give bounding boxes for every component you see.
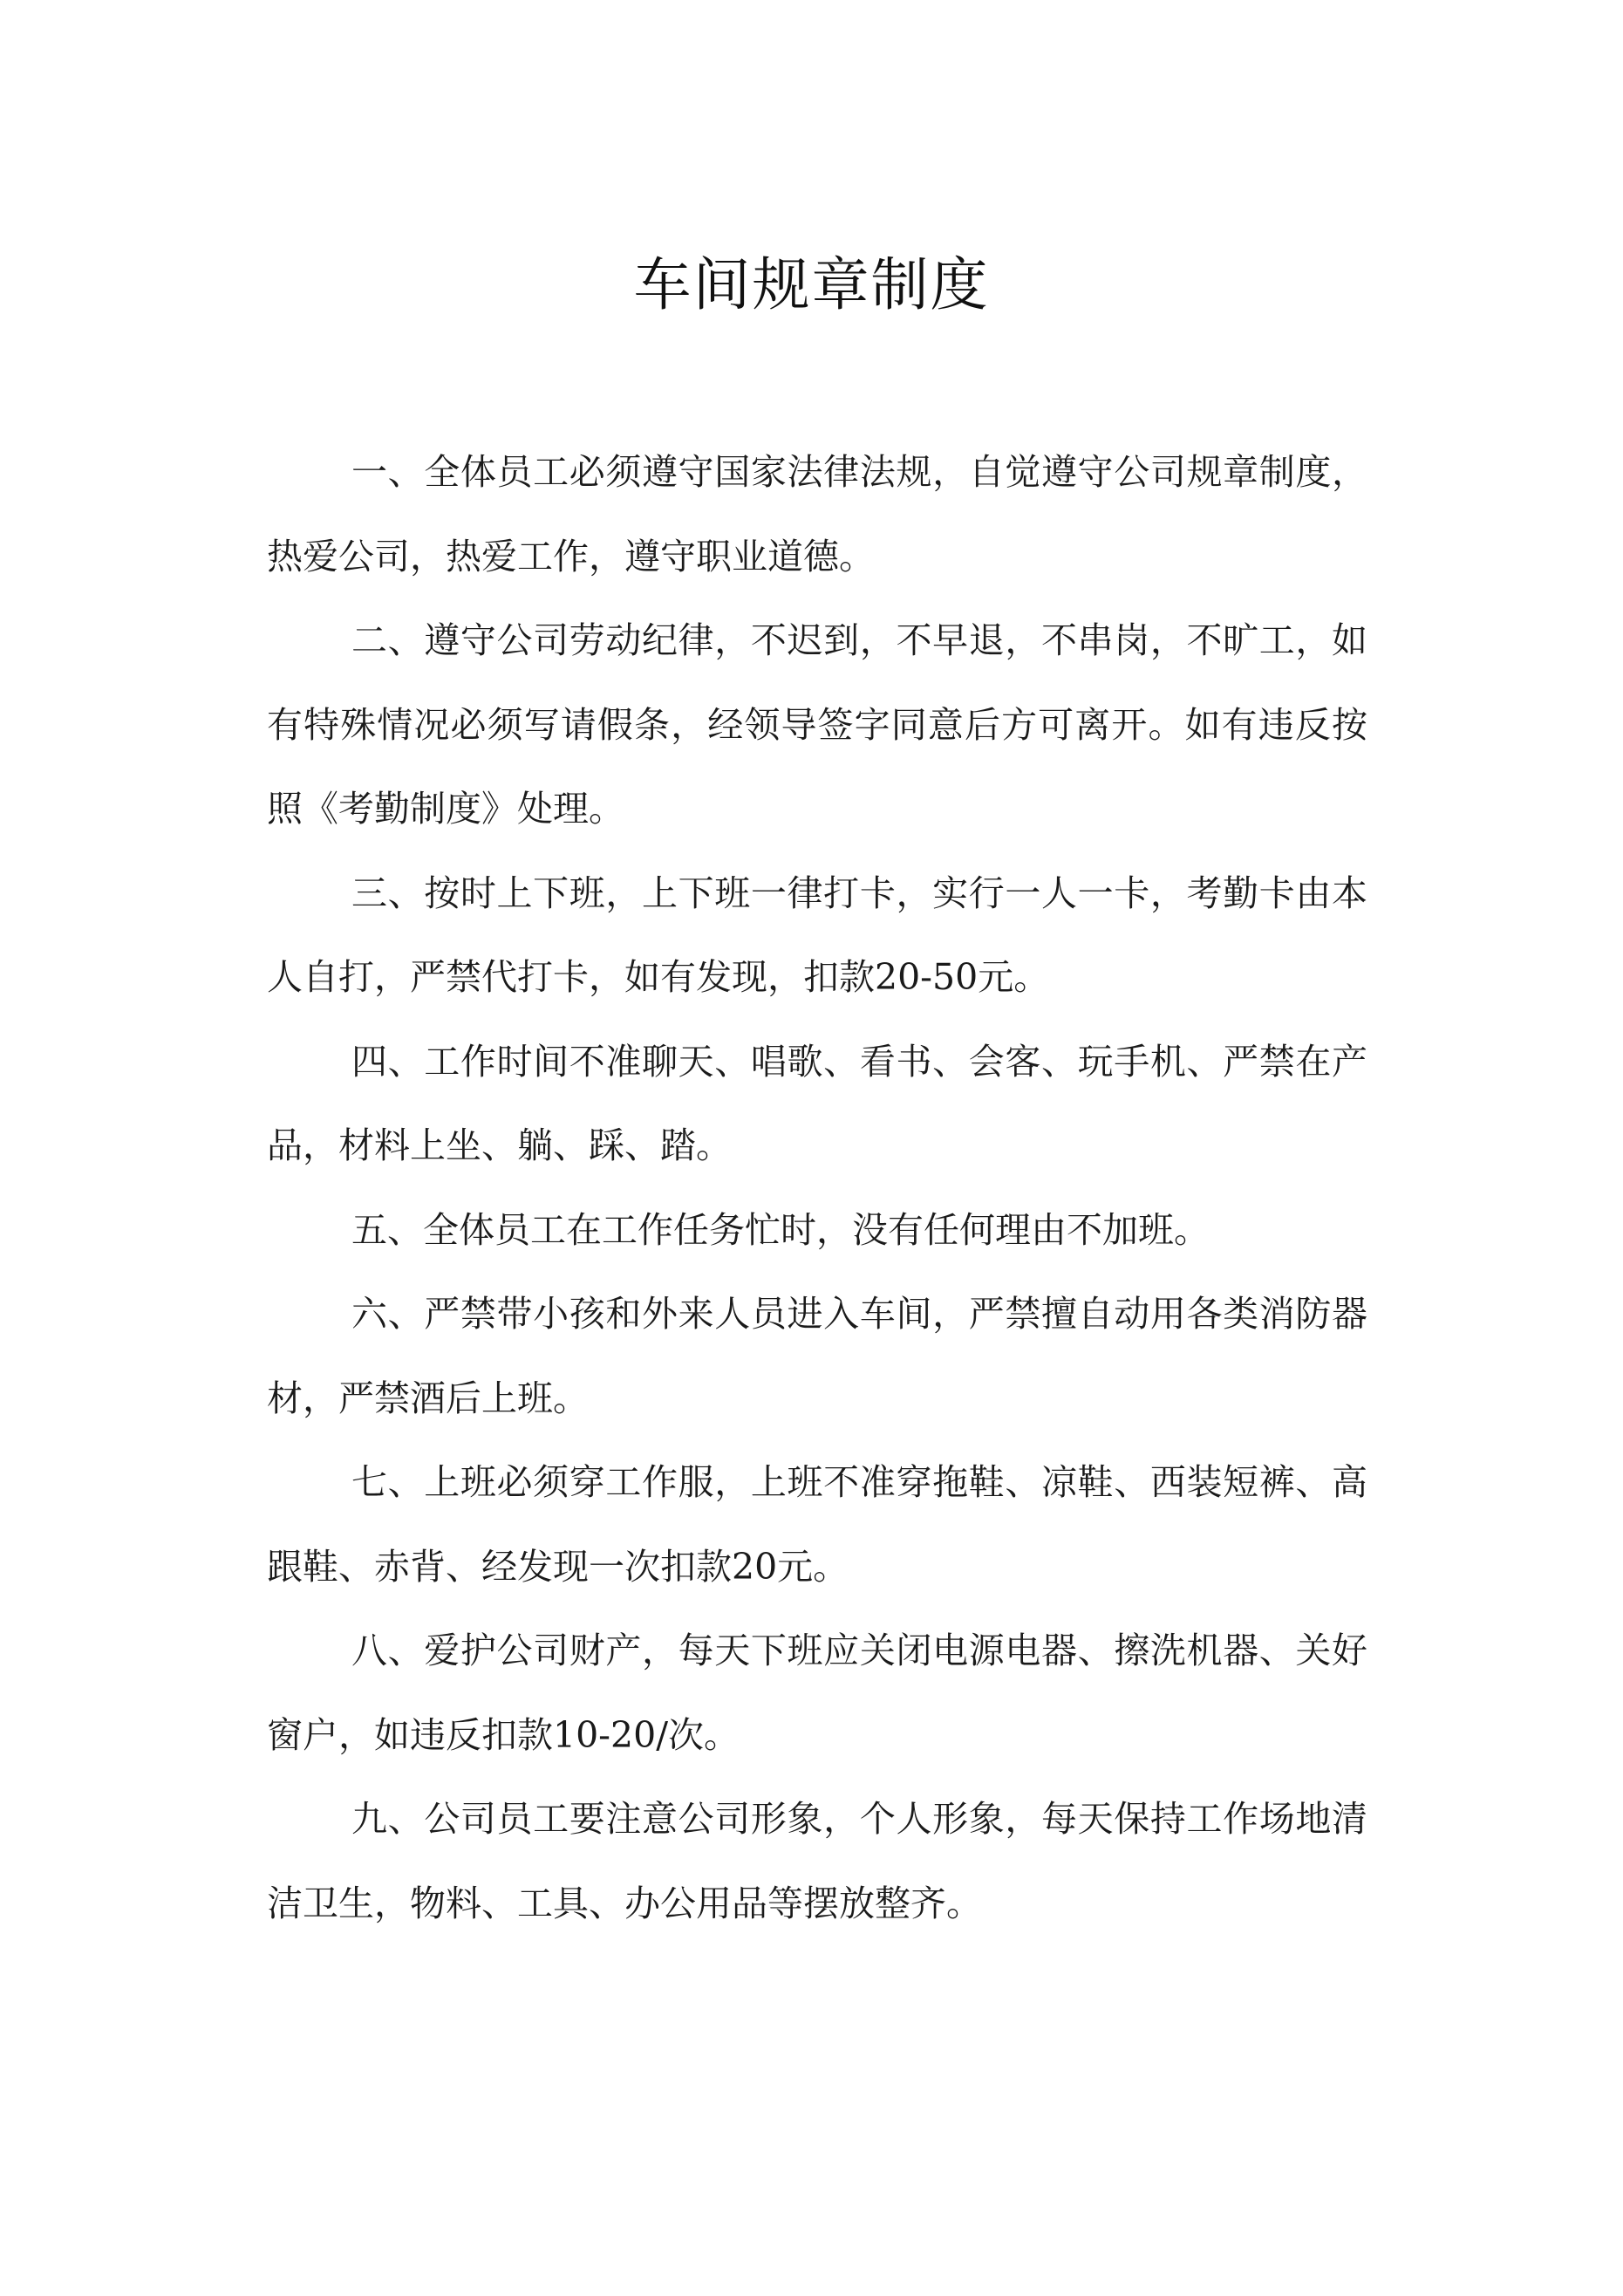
rule-paragraph-5: 五、全体员工在工作任务忙时，没有任何理由不加班。 xyxy=(351,1208,1210,1251)
rule-paragraph-9: 九、公司员工要注意公司形象，个人形象，每天保持工作场地清洁卫生，物料、工具、办公用品等摆放整齐。 xyxy=(267,1798,1367,1924)
rule-paragraph-7: 七、上班必须穿工作服，上班不准穿拖鞋、凉鞋、西装短裤、高跟鞋、赤背、经发现一次扣款20元。 xyxy=(267,1461,1367,1588)
document-title: 车间规章制度 xyxy=(633,251,990,318)
rule-paragraph-1: 一、全体员工必须遵守国家法律法规，自觉遵守公司规章制度，热爱公司，热爱工作，遵守职业道德。 xyxy=(267,451,1367,577)
document-body xyxy=(267,430,1367,1945)
rule-paragraph-8: 八、爱护公司财产，每天下班应关闭电源电器、擦洗机器、关好窗户，如违反扣款10-20/次。 xyxy=(267,1630,1367,1756)
rule-paragraph-2: 二、遵守公司劳动纪律，不迟到，不早退，不串岗，不旷工，如有特殊情况必须写请假条，经领导签字同意后方可离开。如有违反按照《考勤制度》处理。 xyxy=(267,619,1367,830)
rule-paragraph-3: 三、按时上下班，上下班一律打卡，实行一人一卡，考勤卡由本人自打，严禁代打卡，如有发现，扣款20-50元。 xyxy=(267,871,1367,998)
rule-paragraph-4: 四、工作时间不准聊天、唱歌、看书、会客、玩手机、严禁在产品，材料上坐、躺、踩、踏。 xyxy=(267,1040,1367,1166)
rule-paragraph-6: 六、严禁带小孩和外来人员进入车间，严禁擅自动用各类消防器材，严禁酒后上班。 xyxy=(267,1293,1367,1419)
